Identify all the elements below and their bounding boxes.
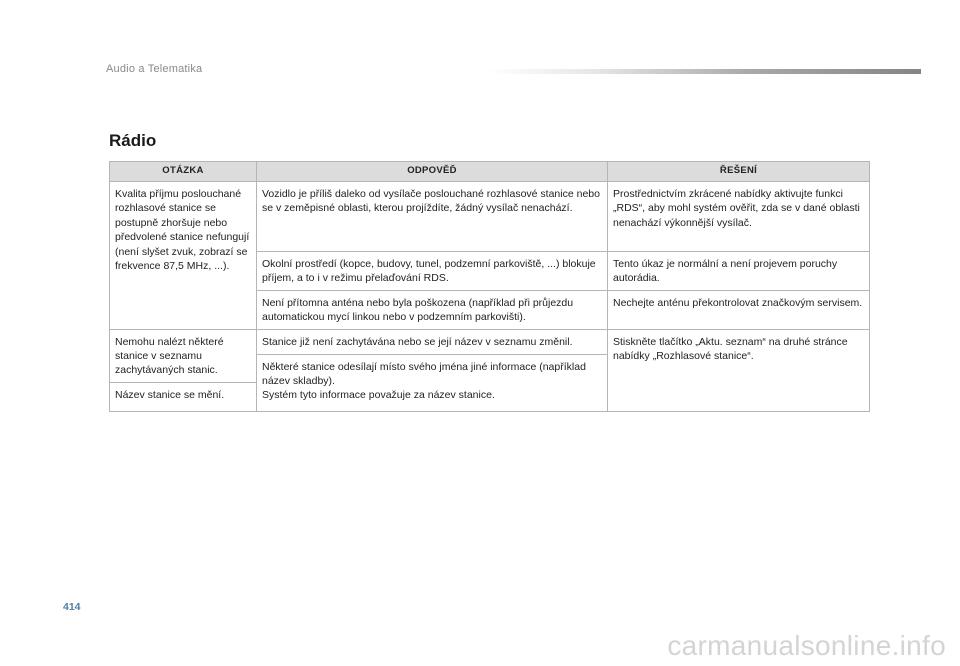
question-cell: Název stanice se mění. [110,382,257,411]
page-number: 414 [63,601,81,613]
section-title: Rádio [109,131,157,150]
column-header-question: OTÁZKA [110,162,257,182]
watermark: carmanualsonline.info [667,630,946,661]
header-gradient-bar [488,69,921,74]
solution-cell: Tento úkaz je normální a není projevem poruchy autorádia. [608,252,870,291]
column-header-solution: ŘEŠENÍ [608,162,870,182]
answer-cell: Není přítomna anténa nebo byla poškozena (například při průjezdu automatickou mycí linkou nebo v podzemním parkovišti). [257,290,608,329]
running-header-title: Audio a Telematika [106,63,203,75]
solution-cell: Stiskněte tlačítko „Aktu. seznam“ na druhé stránce nabídky „Rozhlasové stanice“. [608,329,870,411]
answer-cell: Okolní prostředí (kopce, budovy, tunel, podzemní parkoviště, ...) blokuje příjem, a to i v režimu přelaďování RDS. [257,252,608,291]
table-header-row [110,162,870,182]
table-row [110,329,870,354]
answer-cell: Stanice již není zachytávána nebo se její název v seznamu změnil. [257,329,608,354]
column-header-answer: ODPOVĚĎ [257,162,608,182]
answer-cell: Některé stanice odesílají místo svého jména jiné informace (například název skladby). Systém tyto informace považuje za název stanice. [257,354,608,411]
table-row [110,182,870,252]
question-cell: Kvalita příjmu poslouchané rozhlasové stanice se postupně zhoršuje nebo předvolené stanice nefungují (není slyšet zvuk, zobrazí se frekvence 87,5 MHz, ...). [110,182,257,330]
answer-cell: Vozidlo je příliš daleko od vysílače poslouchané rozhlasové stanice nebo se v zeměpisné oblasti, kterou projíždíte, žádný vysílač nenachází. [257,182,608,252]
solution-cell: Prostřednictvím zkrácené nabídky aktivujte funkci „RDS“, aby mohl systém ověřit, zda se v dané oblasti nenachází výkonnější vysílač. [608,182,870,252]
faq-table [109,161,870,412]
solution-cell: Nechejte anténu překontrolovat značkovým servisem. [608,290,870,329]
question-cell: Nemohu nalézt některé stanice v seznamu zachytávaných stanic. [110,329,257,382]
